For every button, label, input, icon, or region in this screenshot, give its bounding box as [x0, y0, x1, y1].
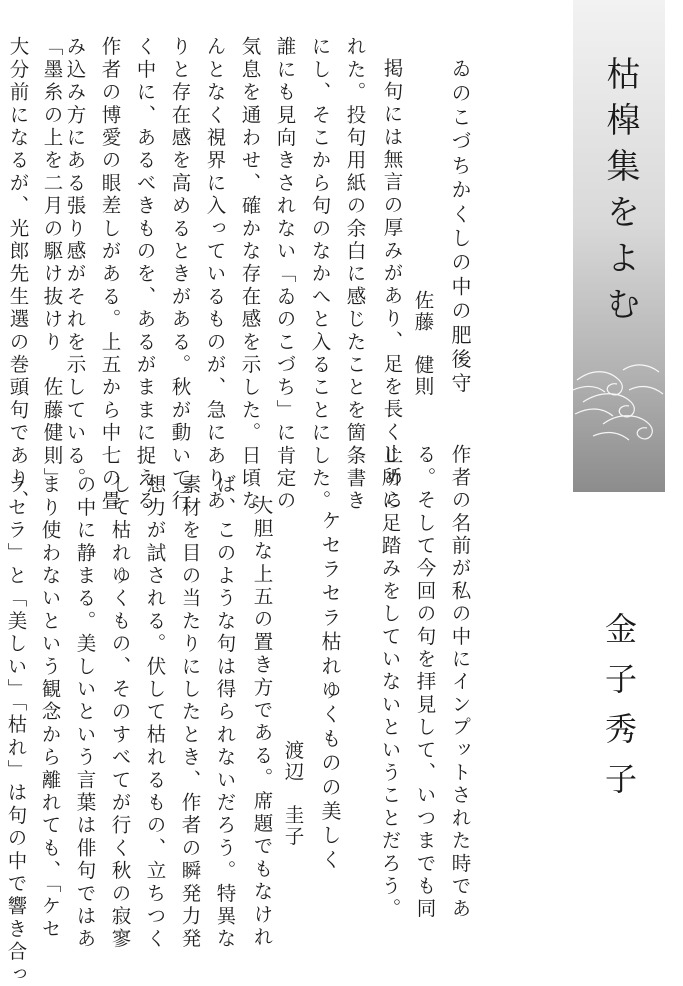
haiku-author-2: 渡辺 圭子 [281, 740, 305, 848]
body-line: の中に静まる。美しいという言葉は俳句ではあ [73, 474, 97, 951]
body-line: 掲句には無言の厚みがあり、足を長く止めら [380, 58, 404, 513]
quoted-haiku: 「墨糸の上を二月の駆け抜けり 佐藤健則」 [40, 36, 64, 490]
body-line: にし、そこから句のなかへと入ることにした。 [308, 36, 332, 513]
body-line: 誰にも見向きされない「ゐのこづち」に肯定の [273, 36, 297, 513]
body-line: 大胆な上五の置き方である。席題でもなけれ [250, 495, 274, 949]
body-line: く中に、あるべきものを、あるがままに捉える [133, 36, 157, 513]
body-line: ラセラ」と「美しい」「枯れ」は句の中で響き合っ [4, 474, 28, 986]
body-line: れた。投句用紙の余白に感じたことを箇条書き [343, 36, 367, 513]
wave-ornament-icon [573, 340, 665, 460]
body-line: 気息を通わせ、確かな存在感を示した。日頃な [238, 36, 262, 513]
body-line: ば、このような句は得られないだろう。特異な [213, 474, 237, 951]
body-line: 作者の博愛の眼差しがある。上五から中七の畳 [98, 36, 122, 513]
author-name: 金子秀子 [600, 612, 638, 812]
body-line: りと存在感を高めるときがある。秋が動いて行 [168, 36, 192, 513]
body-line: 想力が試される。伏して枯れるもの、立ちつく [143, 474, 167, 951]
haiku-title-2: ケセラセラ枯れゆくものの美しく [318, 510, 342, 873]
body-line: み込み方にある張り感がそれを示している。 [63, 36, 87, 490]
body-line: 素材を目の当たりにしたとき、作者の瞬発力発 [178, 474, 202, 951]
body-line: まり使わないという観念から離れても、「ケセ [38, 474, 62, 941]
body-line: して枯れゆくもの、そのすべてが行く秋の寂寥 [108, 474, 132, 951]
body-line: じ所に足踏みをしていないということだろう。 [378, 444, 402, 921]
body-line: んとなく視界に入っているものが、急にありあ [203, 36, 227, 513]
haiku-title-1: ゐのこづちかくしの中の肥後守 [448, 58, 472, 397]
body-line: る。そして今回の句を拝見して、いつまでも同 [413, 444, 437, 921]
body-line: 作者の名前が私の中にインプットされた時であ [448, 444, 472, 921]
haiku-author-1: 佐藤 健則 [411, 290, 435, 398]
body-line: 大分前になるが、光郎先生選の巻頭句であり、 [6, 36, 30, 513]
series-title: 枯槹集をよむ [600, 56, 640, 332]
